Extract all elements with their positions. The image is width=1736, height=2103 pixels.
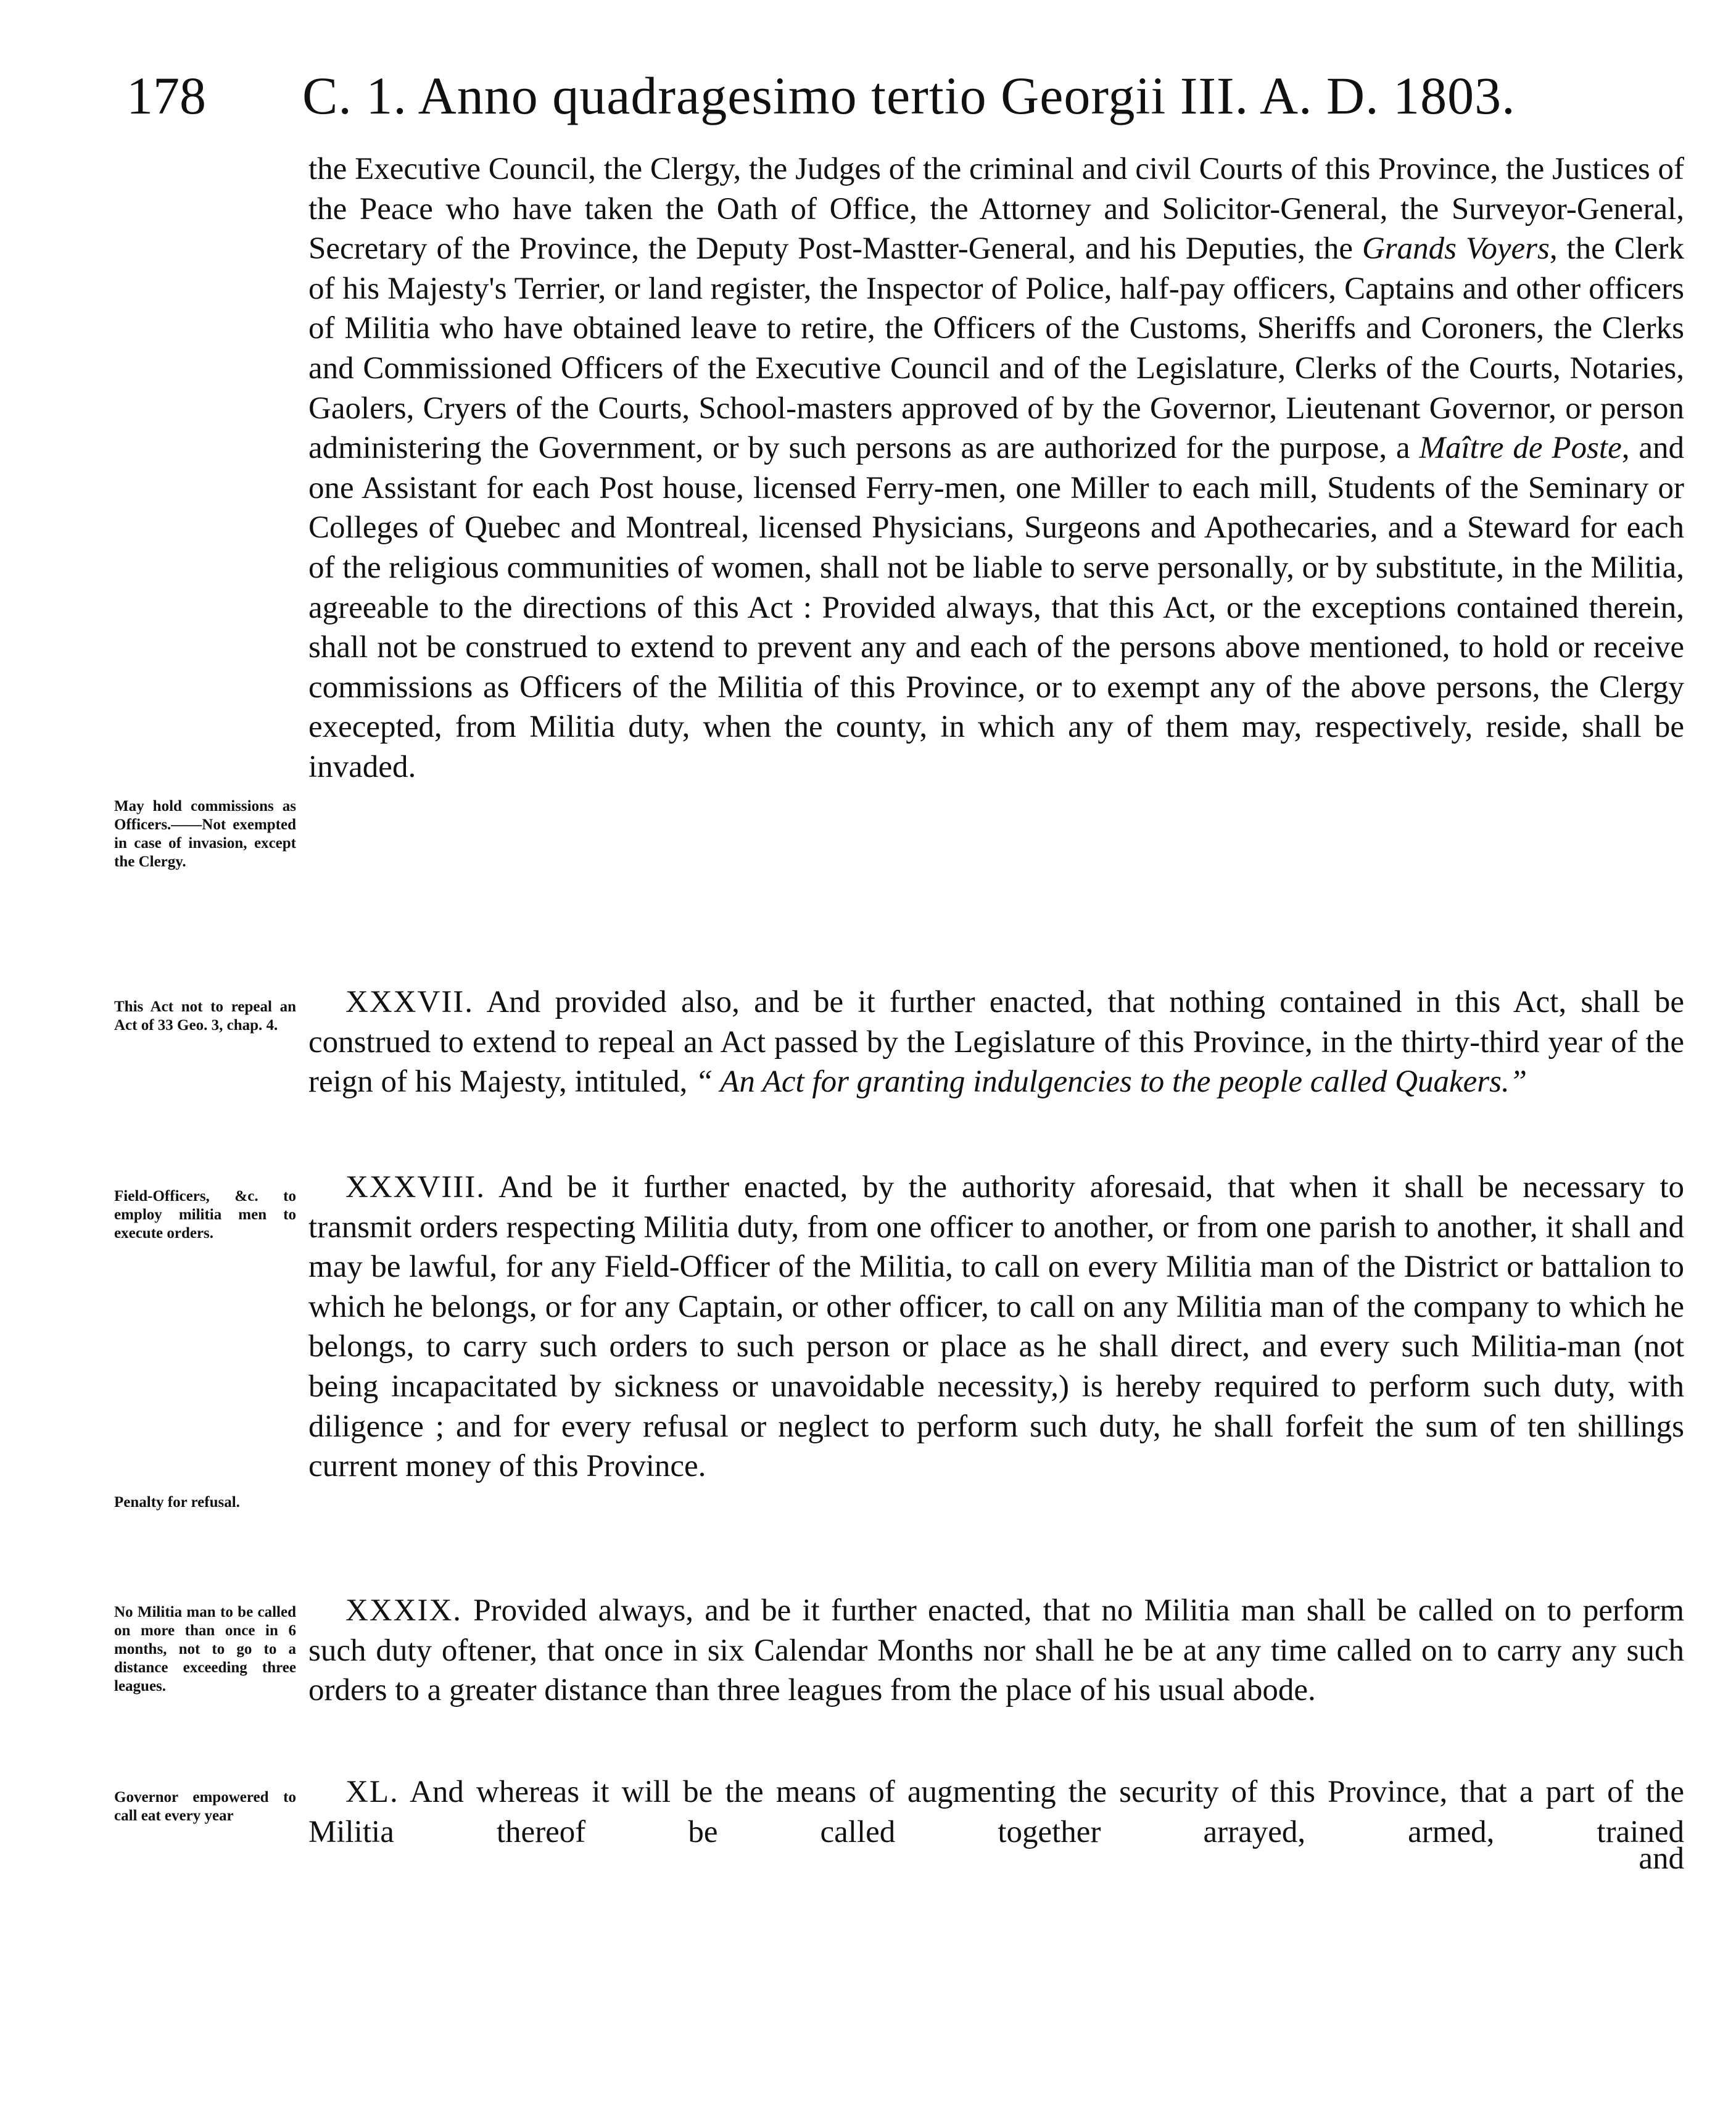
section-xxxvii-text — [308, 982, 1684, 1102]
catchword: and — [1639, 1841, 1684, 1876]
section-xxxix-body: Provided always, and be it further enacted, that no Militia man shall be called on to perform such duty oftener, that once in six Calendar Months nor shall he be at any time called on to carry any such orders to a greater distance than three leagues from the place of his usual abode. — [308, 1593, 1684, 1708]
section-xxxvii-quote: “ An Act for granting indulgencies to the people called Quakers.” — [695, 1064, 1527, 1100]
section-xxxvii — [308, 982, 1684, 1102]
section-xl-number: XL. — [345, 1775, 399, 1809]
margin-note-quakers-act: This Act not to repeal an Act of 33 Geo. 3, chap. 4. — [114, 998, 296, 1034]
section-xxxviii — [308, 1168, 1684, 1487]
section-xxxviii-body: And be it further enacted, by the authority aforesaid, that when it shall be necessary to transmit orders respecting Militia duty, from one officer to another, or from one parish to another, it shall and may be lawful, for any Field-Officer of the Militia, to call on every Militia man of the District or battalion to which he belongs, or for any Captain, or other officer, to call on any Militia man of the company to which he belongs, to carry such orders to such person or place as he shall direct, and every such Militia-man (not being incapacitated by sickness or unavoidable necessity,) is hereby required to perform such duty, with diligence ; and for every refusal or neglect to perform such duty, he shall forfeit the sum of ten shillings current money of this Province. — [308, 1170, 1684, 1484]
grands-voyers: Grands Voyers — [1362, 231, 1550, 267]
text-part-1: the Executive Council, the Clergy, the Judges of the criminal and civil Courts of this Province, the Justices of the Peace who have taken the Oath of Office, the Attorney and Solicitor-General, the Surveyor-General, Secretary of the Province, the Deputy Post-Mastter-General, and his Deputies, the — [308, 152, 1684, 267]
section-xxxvii-number: XXXVII. — [345, 985, 474, 1019]
margin-note-penalty: Penalty for refusal. — [114, 1494, 240, 1511]
margin-note-field-officers: Field-Officers, &c. to employ militia men to execute orders. — [114, 1188, 296, 1242]
text-part-3: , and one Assistant for each Post house, licensed Ferry-men, one Miller to each mill, Students of the Seminary or Colleges of Quebec and Montreal, licensed Physicians, Surgeons and Apothecaries, and a Steward for each of the religious communities of women, shall not be liable to serve personally, or by substitute, in the Militia, agreeable to the directions of this Act : Provided always, that this Act, or the exceptions contained therein, shall not be construed to extend to prevent any and each of the persons above mentioned, to hold or receive commissions as Officers of the Militia of this Province, or to exempt any of the above persons, the Clergy execepted, from Militia duty, when the county, in which any of them may, respectively, reside, shall be invaded. — [308, 431, 1684, 784]
margin-note-six-months: No Militia man to be called on more than once in 6 months, not to go to a distance exceeding three leagues. — [114, 1604, 296, 1694]
section-xxxviii-number: XXXVIII. — [345, 1170, 486, 1205]
section-xxxix-text — [308, 1591, 1684, 1711]
section-xl-body: And whereas it will be the means of augmenting the security of this Province, that a part of the Militia thereof be called together arrayed, armed, trained — [308, 1775, 1684, 1849]
section-xxxix — [308, 1591, 1684, 1711]
page-header — [126, 62, 1687, 130]
continued-paragraph — [308, 149, 1684, 787]
section-xxxix-number: XXXIX. — [345, 1593, 463, 1628]
margin-note-governor: Governor empowered to call eat every year — [114, 1789, 296, 1824]
running-title: C. 1. Anno quadragesimo tertio Georgii III. A. D. 1803. — [302, 66, 1516, 125]
section-xl-text — [308, 1772, 1684, 1852]
margin-note-commissions: May hold commissions as Officers.——Not exempted in case of invasion, except the Clergy. — [114, 798, 296, 870]
page-number: 178 — [126, 66, 206, 125]
section-xl — [308, 1772, 1684, 1852]
section-xxxvii-body: And provided also, and be it further enacted, that nothing contained in this Act, shall be construed to extend to repeal an Act passed by the Legislature of this Province, in the thirty-third year of the reign of his Majesty, intituled, — [308, 985, 1684, 1100]
section-xxxviii-text — [308, 1168, 1684, 1487]
continued-paragraph-text — [308, 149, 1684, 787]
text-part-2: , the Clerk of his Majesty's Terrier, or land register, the Inspector of Police, half-pay officers, Captains and other officers of Militia who have obtained leave to retire, the Officers of the Customs, Sheriffs and Coroners, the Clerks and Commissioned Officers of the Executive Council and of the Legislature, Clerks of the Courts, Notaries, Gaolers, Cryers of the Courts, School-masters approved of by the Governor, Lieutenant Governor, or person administering the Government, or by such persons as are authorized for the purpose, a — [308, 231, 1684, 466]
maitre-de-poste: Maître de Poste — [1419, 431, 1622, 466]
